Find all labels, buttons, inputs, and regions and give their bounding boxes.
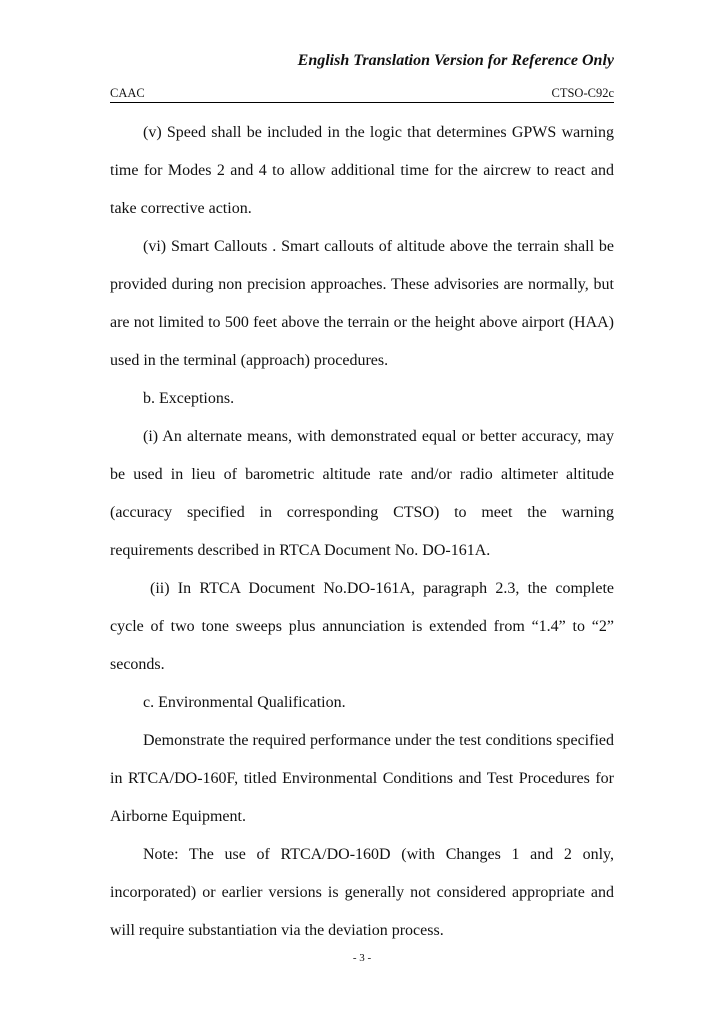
translation-banner: English Translation Version for Reference Only	[297, 52, 614, 69]
header-doc-id: CTSO-C92c	[551, 86, 614, 100]
heading-environmental-qualification: c. Environmental Qualification.	[143, 694, 346, 711]
paragraph-note: Note: The use of RTCA/DO-160D (with Changes 1 and 2 only, incorporated) or earlier versions is generally not considered appropriate and will require substantiation via the deviation process.	[110, 846, 614, 939]
paragraph-exception-i: (i) An alternate means, with demonstrated equal or better accuracy, may be used in lieu of barometric altitude rate and/or radio altimeter altitude (accuracy specified in corresponding CTSO) to meet the warning requirements described in RTCA Document No. DO-161A.	[110, 428, 614, 559]
paragraph-demonstrate-performance: Demonstrate the required performance under the test conditions specified in RTCA/DO-160F, titled Environmental Conditions and Test Procedures for Airborne Equipment.	[110, 732, 614, 825]
header-org: CAAC	[110, 86, 145, 100]
document-body	[110, 114, 614, 950]
paragraph-exception-ii: (ii) In RTCA Document No.DO-161A, paragraph 2.3, the complete cycle of two tone sweeps plus annunciation is extended from “1.4” to “2” seconds.	[110, 580, 614, 673]
page-number: - 3 -	[352, 952, 372, 964]
page-header	[110, 86, 614, 103]
heading-exceptions: b. Exceptions.	[143, 390, 235, 407]
paragraph-speed: (v) Speed shall be included in the logic that determines GPWS warning time for Modes 2 and 4 to allow additional time for the aircrew to react and take corrective action.	[110, 124, 614, 217]
paragraph-smart-callouts: (vi) Smart Callouts . Smart callouts of altitude above the terrain shall be provided during non precision approaches. These advisories are normally, but are not limited to 500 feet above the terrain or the height above airport (HAA) used in the terminal (approach) procedures.	[110, 238, 614, 369]
